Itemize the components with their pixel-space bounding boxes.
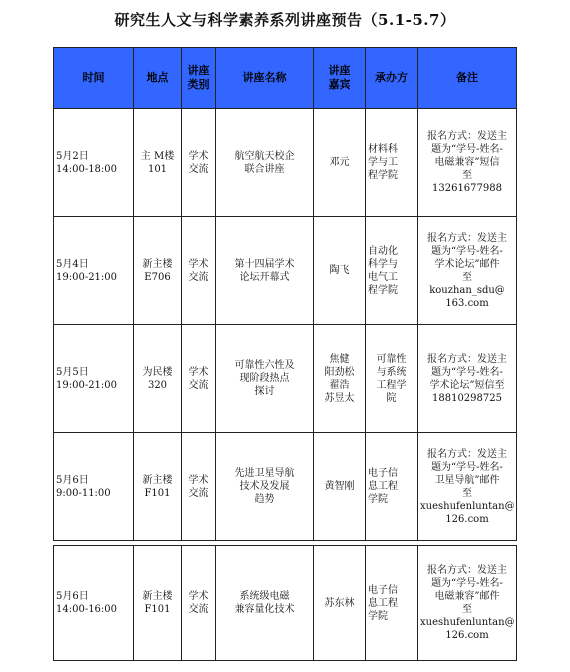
cell-time: 5月4日 19:00-21:00 — [54, 217, 134, 325]
header-note: 备注 — [418, 48, 517, 109]
cell-host: 可靠性 与系统 工程学 院 — [366, 325, 418, 433]
cell-category: 学术 交流 — [182, 109, 216, 217]
cell-lecture-name: 先进卫星导航 技术及发展 趋势 — [216, 433, 314, 541]
cell-location: 新主楼 F101 — [134, 546, 182, 661]
cell-lecture-name: 第十四届学术 论坛开幕式 — [216, 217, 314, 325]
table-header-row — [54, 48, 517, 109]
cell-time: 5月5日 19:00-21:00 — [54, 325, 134, 433]
cell-category: 学术 交流 — [182, 217, 216, 325]
table-row — [54, 546, 517, 661]
header-lecture-name: 讲座名称 — [216, 48, 314, 109]
cell-guest: 陶飞 — [314, 217, 366, 325]
cell-guest: 黄智刚 — [314, 433, 366, 541]
cell-host: 自动化 科学与 电气工 程学院 — [366, 217, 418, 325]
cell-note: 报名方式：发送主 题为“学号-姓名- 电磁兼容”邮件 至 xueshufenluntan@ 126.com — [418, 546, 517, 661]
cell-location: 主 M楼 101 — [134, 109, 182, 217]
header-time: 时间 — [54, 48, 134, 109]
cell-time: 5月6日 14:00-16:00 — [54, 546, 134, 661]
cell-lecture-name: 航空航天校企 联合讲座 — [216, 109, 314, 217]
lecture-schedule-table — [53, 47, 517, 661]
header-guest: 讲座 嘉宾 — [314, 48, 366, 109]
cell-host: 电子信 息工程 学院 — [366, 546, 418, 661]
cell-category: 学术 交流 — [182, 325, 216, 433]
cell-lecture-name: 可靠性六性及 现阶段热点 探讨 — [216, 325, 314, 433]
cell-lecture-name: 系统级电磁 兼容量化技术 — [216, 546, 314, 661]
cell-guest: 苏东林 — [314, 546, 366, 661]
cell-note: 报名方式：发送主 题为“学号-姓名- 学术论坛”短信至 18810298725 — [418, 325, 517, 433]
cell-location: 为民楼 320 — [134, 325, 182, 433]
cell-host: 电子信 息工程 学院 — [366, 433, 418, 541]
cell-host: 材料科 学与工 程学院 — [366, 109, 418, 217]
cell-guest: 邓元 — [314, 109, 366, 217]
cell-note: 报名方式：发送主 题为“学号-姓名- 学术论坛”邮件 至 kouzhan_sdu@ 163.com — [418, 217, 517, 325]
table-row — [54, 109, 517, 217]
cell-note: 报名方式：发送主 题为“学号-姓名- 卫星导航”邮件 至 xueshufenluntan@ 126.com — [418, 433, 517, 541]
page-title: 研究生人文与科学素养系列讲座预告（5.1-5.7） — [114, 11, 456, 29]
header-category: 讲座 类别 — [182, 48, 216, 109]
cell-time: 5月6日 9:00-11:00 — [54, 433, 134, 541]
cell-category: 学术 交流 — [182, 546, 216, 661]
cell-note: 报名方式：发送主 题为“学号-姓名- 电磁兼容”短信 至 13261677988 — [418, 109, 517, 217]
table-row — [54, 325, 517, 433]
header-host: 承办方 — [366, 48, 418, 109]
table-row — [54, 217, 517, 325]
cell-category: 学术 交流 — [182, 433, 216, 541]
cell-location: 新主楼 F101 — [134, 433, 182, 541]
table-row — [54, 433, 517, 541]
cell-location: 新主楼 E706 — [134, 217, 182, 325]
cell-time: 5月2日 14:00-18:00 — [54, 109, 134, 217]
cell-guest: 焦健 阳劲松 翟浩 苏昱太 — [314, 325, 366, 433]
header-location: 地点 — [134, 48, 182, 109]
